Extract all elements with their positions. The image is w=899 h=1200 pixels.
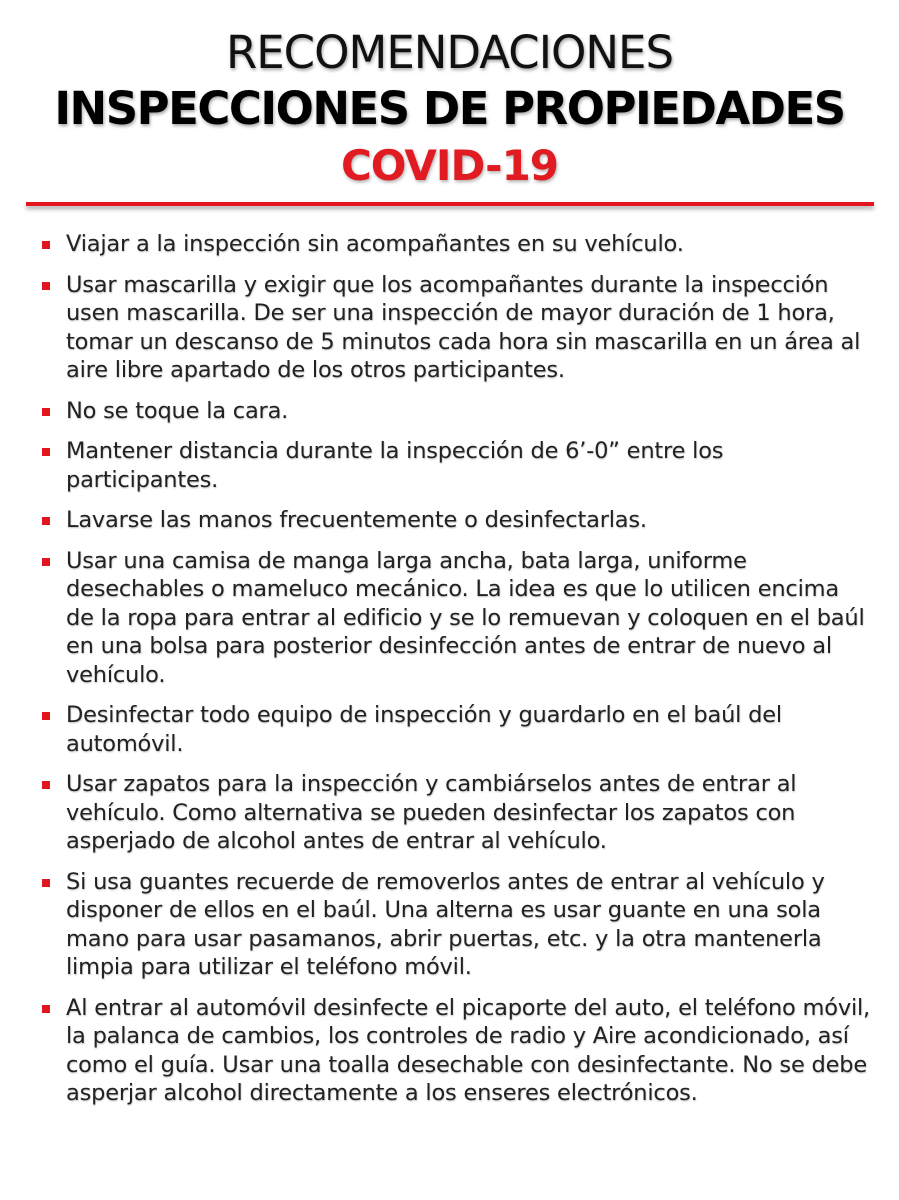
list-item-text: Si usa guantes recuerde de removerlos antes de entrar al vehículo y disponer de ellos en el baúl. Una alterna es usar guante en una sola mano para usar pasamanos, abrir puertas, etc. y la otra mantenerla limpia para utilizar el teléfono móvil. bbox=[66, 868, 825, 980]
list-item bbox=[40, 547, 870, 690]
recommendations-list bbox=[40, 230, 870, 1120]
title-inspecciones: INSPECCIONES DE PROPIEDADES bbox=[54, 82, 845, 135]
bullet-square-icon bbox=[42, 1005, 50, 1013]
list-item-text: Desinfectar todo equipo de inspección y guardarlo en el baúl del automóvil. bbox=[66, 702, 782, 757]
list-item bbox=[40, 994, 870, 1108]
bullet-square-icon bbox=[42, 241, 50, 249]
list-item-text: Al entrar al automóvil desinfecte el picaporte del auto, el teléfono móvil, la palanca de cambios, los controles de radio y Aire acondicionado, así como el guía. Usar una toalla desechable con desinfectante. No se debe asperjar alcohol directamente a los enseres electrónicos. bbox=[66, 994, 870, 1106]
list-item bbox=[40, 506, 870, 535]
list-item-text: Usar una camisa de manga larga ancha, bata larga, uniforme desechables o mameluco mecánico. La idea es que lo utilicen encima de la ropa para entrar al edificio y se lo remuevan y coloquen en el baúl en una bolsa para posterior desinfección antes de entrar de nuevo al vehículo. bbox=[66, 547, 865, 688]
list-item bbox=[40, 437, 870, 494]
list-item bbox=[40, 868, 870, 982]
bullet-square-icon bbox=[42, 517, 50, 525]
list-item bbox=[40, 271, 870, 385]
title-covid: COVID-19 bbox=[340, 141, 559, 190]
bullet-square-icon bbox=[42, 879, 50, 887]
bullet-square-icon bbox=[42, 781, 50, 789]
bullet-square-icon bbox=[42, 282, 50, 290]
list-item bbox=[40, 770, 870, 856]
list-item bbox=[40, 397, 870, 426]
bullet-square-icon bbox=[42, 558, 50, 566]
red-divider bbox=[26, 202, 874, 206]
list-item bbox=[40, 230, 870, 259]
list-item-text: Usar zapatos para la inspección y cambiárselos antes de entrar al vehículo. Como alternativa se pueden desinfectar los zapatos con asperjado de alcohol antes de entrar al vehículo. bbox=[66, 771, 797, 854]
list-item bbox=[40, 701, 870, 758]
title-recomendaciones: RECOMENDACIONES bbox=[225, 26, 674, 79]
bullet-square-icon bbox=[42, 712, 50, 720]
list-item-text: No se toque la cara. bbox=[66, 397, 289, 424]
bullet-square-icon bbox=[42, 448, 50, 456]
list-item-text: Mantener distancia durante la inspección de 6’-0” entre los participantes. bbox=[66, 438, 724, 493]
list-item-text: Viajar a la inspección sin acompañantes en su vehículo. bbox=[66, 231, 684, 257]
list-item-text: Usar mascarilla y exigir que los acompañantes durante la inspección usen mascarilla. De ser una inspección de mayor duración de 1 hora, tomar un descanso de 5 minutos cada hora sin mascarilla en un área al aire libre apartado de los otros participantes. bbox=[66, 271, 861, 383]
list-item-text: Lavarse las manos frecuentemente o desinfectarlas. bbox=[66, 507, 647, 533]
bullet-square-icon bbox=[42, 408, 50, 416]
